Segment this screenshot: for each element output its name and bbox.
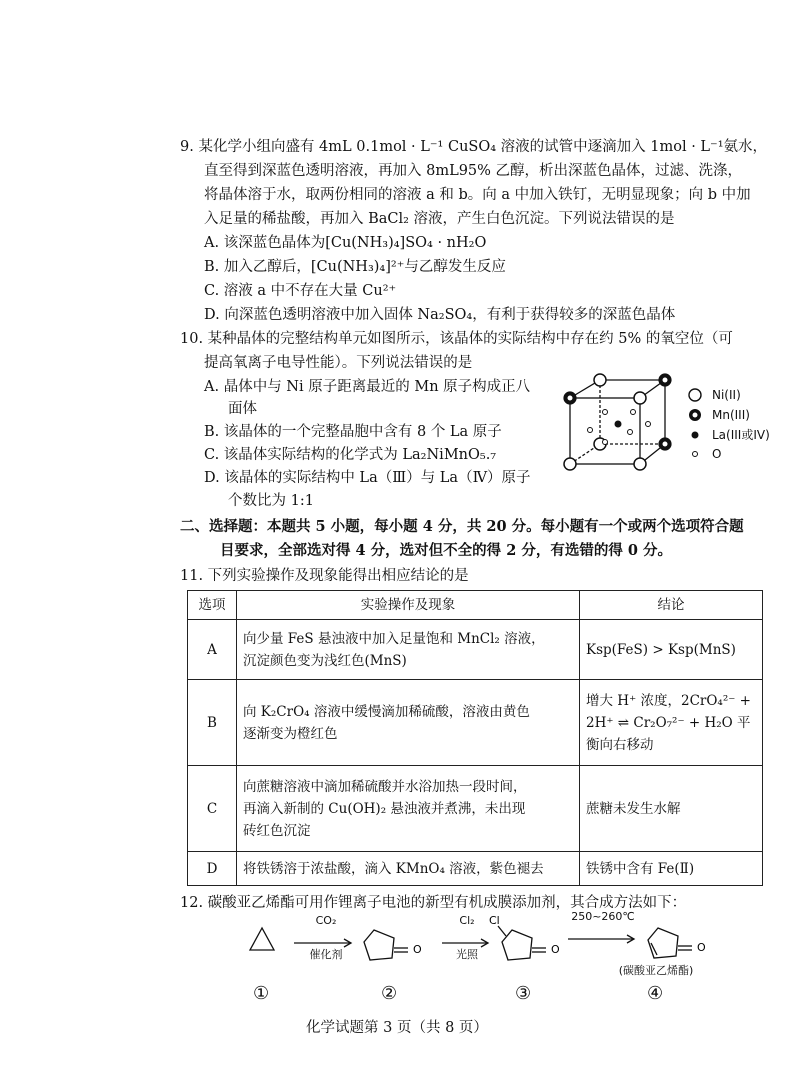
ring4-carbonyl-o: O (697, 941, 706, 954)
table-header-conclusion: 结论 (580, 591, 763, 620)
q9-line2: 直至得到深蓝色透明溶液，再加入 8mL95% 乙醇，析出深蓝色晶体，过滤、洗涤， (204, 163, 743, 179)
row-b-option: B (188, 680, 237, 766)
chlorine-label: Cl (489, 914, 500, 927)
row-a-op-line2: 沉淀颜色变为浅红色(MnS) (243, 652, 407, 669)
table-row (188, 680, 763, 766)
row-b-operation (237, 680, 580, 766)
row-b-con-line1: 增大 H⁺ 浓度，2CrO₄²⁻ + (586, 692, 751, 709)
row-c-option: C (188, 766, 237, 852)
legend-o: O (712, 447, 722, 461)
row-b-con-line2: 2H⁺ ⇌ Cr₂O₇²⁻ + H₂O 平 (586, 714, 751, 731)
arrow1-top-label: CO₂ (315, 914, 337, 927)
table-row (188, 852, 763, 886)
q10-option-d-cont: 个数比为 1:1 (228, 493, 314, 509)
table-header-operation: 实验操作及现象 (237, 591, 580, 620)
compound-number-3: ③ (515, 983, 532, 1004)
row-d-operation: 将铁锈溶于浓盐酸，滴入 KMnO₄ 溶液，紫色褪去 (237, 852, 580, 886)
q12-stem: 12. 碳酸亚乙烯酯可用作锂离子电池的新型有机成膜添加剂，其合成方法如下： (180, 895, 687, 911)
row-c-op-line2: 再滴入新制的 Cu(OH)₂ 悬浊液并煮沸，未出现 (243, 800, 526, 817)
row-d-option: D (188, 852, 237, 886)
crystal-structure-diagram (560, 372, 680, 472)
row-b-conclusion (580, 680, 763, 766)
q10-option-a-cont: 面体 (228, 401, 257, 417)
q9-option-a: A. 该深蓝色晶体为[Cu(NH₃)₄]SO₄ · nH₂O (204, 235, 487, 251)
row-a-conclusion: Ksp(FeS) > Ksp(MnS) (580, 620, 763, 680)
row-c-operation (237, 766, 580, 852)
q10-option-a: A. 晶体中与 Ni 原子距离最近的 Mn 原子构成正八 (204, 379, 531, 395)
q11-table (187, 590, 763, 886)
q9-line3: 将晶体溶于水，取两份相同的溶液 a 和 b。向 a 中加入铁钉，无明显现象；向 b 中加 (204, 187, 751, 203)
page-footer: 化学试题第 3 页（共 8 页） (306, 1020, 488, 1036)
row-a-option: A (188, 620, 237, 680)
ring3-carbonyl-o: O (551, 943, 560, 956)
legend-ni: Ni(II) (712, 388, 741, 402)
compound-number-4: ④ (647, 983, 664, 1004)
product-name: (碳酸亚乙烯酯) (618, 964, 694, 977)
section2-line2: 目要求，全部选对得 4 分，选对但不全的得 2 分，有选错的得 0 分。 (220, 542, 673, 559)
arrow1-bottom-label: 催化剂 (309, 948, 343, 961)
table-row (188, 766, 763, 852)
arrow3-top-label: 250~260℃ (571, 910, 635, 923)
ring2-carbonyl-o: O (413, 943, 422, 956)
arrow2-bottom-label: 光照 (456, 948, 478, 961)
row-d-conclusion: 铁锈中含有 Fe(Ⅱ) (580, 852, 763, 886)
table-row (188, 620, 763, 680)
q9-line4: 入足量的稀盐酸，再加入 BaCl₂ 溶液，产生白色沉淀。下列说法错误的是 (204, 211, 675, 227)
legend-mn: Mn(III) (712, 408, 750, 422)
compound-number-2: ② (381, 983, 398, 1004)
row-c-conclusion: 蔗糖未发生水解 (580, 766, 763, 852)
row-a-op-line1: 向少量 FeS 悬浊液中加入足量饱和 MnCl₂ 溶液， (243, 630, 545, 647)
table-header-option: 选项 (188, 591, 237, 620)
q9-option-d: D. 向深蓝色透明溶液中加入固体 Na₂SO₄，有利于获得较多的深蓝色晶体 (204, 307, 676, 323)
q10-option-b: B. 该晶体的一个完整晶胞中含有 8 个 La 原子 (204, 424, 502, 440)
q10-line1: 10. 某种晶体的完整结构单元如图所示，该晶体的实际结构中存在约 5% 的氧空位（可 (180, 331, 733, 347)
q10-option-d: D. 该晶体的实际结构中 La（Ⅲ）与 La（Ⅳ）原子 (204, 470, 531, 486)
section2-line1: 二、选择题：本题共 5 小题，每小题 4 分，共 20 分。每小题有一个或两个选项符合题 (180, 518, 744, 535)
q9-line1: 9. 某化学小组向盛有 4mL 0.1mol · L⁻¹ CuSO₄ 溶液的试管中逐滴加入 1mol · L⁻¹氨水， (180, 139, 768, 155)
row-b-con-line3: 衡向右移动 (586, 736, 654, 753)
q10-line2: 提高氧离子电导性能）。下列说法错误的是 (204, 355, 473, 371)
legend-la: La(III或IV) (712, 428, 770, 442)
row-b-op-line1: 向 K₂CrO₄ 溶液中缓慢滴加稀硫酸，溶液由黄色 (243, 703, 530, 720)
q10-option-c: C. 该晶体实际结构的化学式为 La₂NiMnO₅.₇ (204, 447, 497, 463)
row-b-op-line2: 逐渐变为橙红色 (243, 725, 338, 742)
q9-option-c: C. 溶液 a 中不存在大量 Cu²⁺ (204, 283, 397, 299)
row-c-op-line1: 向蔗糖溶液中滴加稀硫酸并水浴加热一段时间， (243, 778, 527, 795)
arrow2-top-label: Cl₂ (459, 914, 475, 927)
q11-stem: 11. 下列实验操作及现象能得出相应结论的是 (180, 568, 469, 584)
q9-option-b: B. 加入乙醇后，[Cu(NH₃)₄]²⁺与乙醇发生反应 (204, 259, 506, 275)
row-c-op-line3: 砖红色沉淀 (243, 822, 311, 839)
compound-number-1: ① (253, 983, 270, 1004)
row-a-operation (237, 620, 580, 680)
crystal-legend-markers (686, 386, 706, 466)
table-header-row (188, 591, 763, 620)
